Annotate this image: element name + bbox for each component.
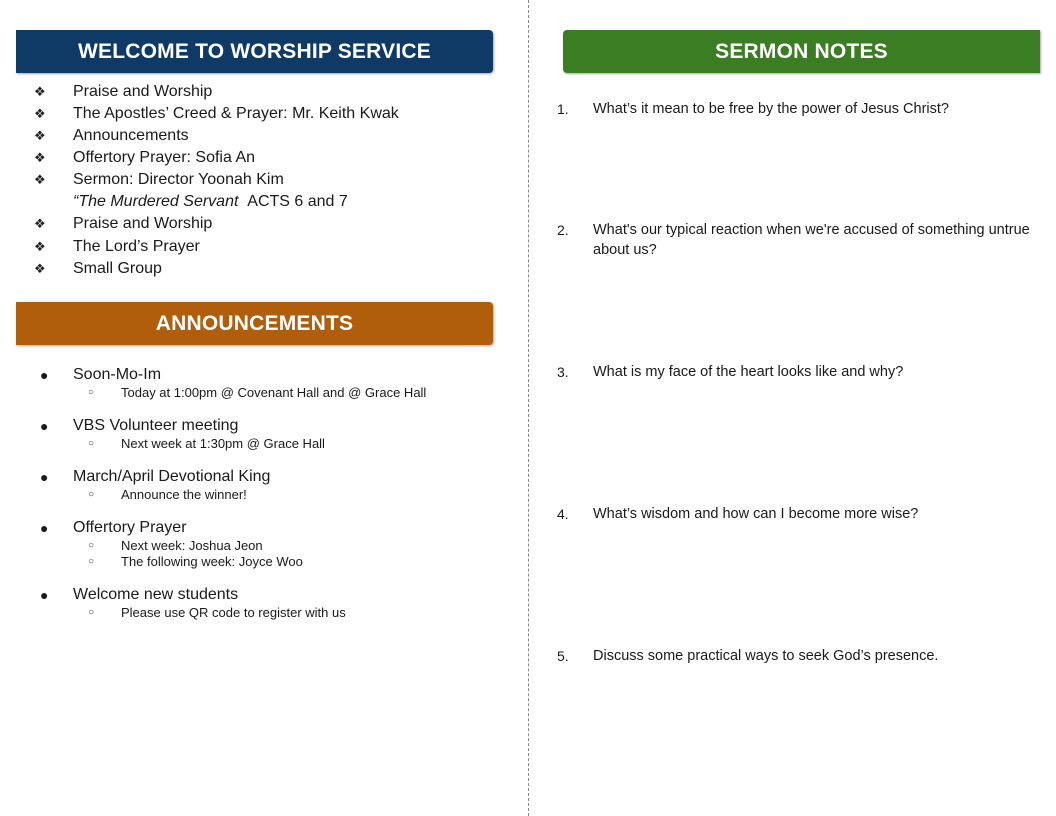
announcement-item: ● VBS Volunteer meeting ○ Next week at 1:30pm @ Grace Hall — [40, 417, 325, 451]
sermon-question: 4. What’s wisdom and how can I become more wise? — [557, 506, 919, 522]
list-item: ❖ Praise and Worship — [34, 81, 399, 103]
welcome-title: WELCOME TO WORSHIP SERVICE — [78, 39, 431, 63]
list-item: ❖ Offertory Prayer: Sofia An — [34, 147, 399, 169]
sermon-question: 1. What’s it mean to be free by the power of Jesus Christ? — [557, 101, 949, 117]
circle-bullet-icon: ○ — [88, 438, 95, 449]
diamond-bullet-icon: ❖ — [34, 172, 46, 188]
sermon-title-line — [34, 191, 399, 213]
sermon-passage: ACTS 6 and 7 — [247, 193, 348, 211]
diamond-bullet-icon: ❖ — [34, 238, 46, 254]
announcement-item: ● March/April Devotional King ○ Announce the winner! — [40, 468, 271, 502]
list-item: ❖ The Lord’s Prayer — [34, 236, 399, 258]
circle-bullet-icon: ○ — [88, 489, 95, 500]
bullet-icon: ● — [40, 418, 49, 434]
bullet-icon: ● — [40, 520, 49, 536]
sermon-question: 5. Discuss some practical ways to seek God’s presence. — [557, 648, 939, 664]
order-of-service — [34, 81, 399, 280]
list-item: ❖ Sermon: Director Yoonah Kim — [34, 169, 399, 191]
circle-bullet-icon: ○ — [88, 556, 95, 567]
diamond-bullet-icon: ❖ — [34, 216, 46, 232]
bullet-icon: ● — [40, 469, 49, 485]
page-divider — [528, 0, 529, 816]
sermon-question: 2. What's our typical reaction when we're accused of something untrue about us? — [557, 222, 1030, 258]
circle-bullet-icon: ○ — [88, 607, 95, 618]
sermon-question: 3. What is my face of the heart looks like and why? — [557, 364, 904, 380]
list-item: ❖ The Apostles’ Creed & Prayer: Mr. Keith Kwak — [34, 103, 399, 125]
list-item: ❖ Announcements — [34, 125, 399, 147]
sermon-notes-title: SERMON NOTES — [715, 39, 888, 63]
announcement-item: ● Welcome new students ○ Please use QR code to register with us — [40, 586, 346, 620]
sermon-title: “The Murdered Servant — [73, 193, 239, 211]
diamond-bullet-icon: ❖ — [34, 106, 46, 122]
list-item: ❖ Small Group — [34, 258, 399, 280]
announcement-item: ● Offertory Prayer ○ Next week: Joshua Jeon ○ The following week: Joyce Woo — [40, 519, 303, 569]
diamond-bullet-icon: ❖ — [34, 84, 46, 99]
diamond-bullet-icon: ❖ — [34, 128, 46, 144]
diamond-bullet-icon: ❖ — [34, 260, 46, 276]
diamond-bullet-icon: ❖ — [34, 150, 46, 166]
announcements-banner — [16, 302, 493, 345]
sermon-notes-banner — [563, 30, 1040, 73]
circle-bullet-icon: ○ — [88, 540, 95, 551]
announcement-item: ● Soon-Mo-Im ○ Today at 1:00pm @ Covenant Hall and @ Grace Hall — [40, 366, 427, 400]
welcome-banner — [16, 30, 493, 73]
announcements-title: ANNOUNCEMENTS — [155, 311, 354, 335]
bullet-icon: ● — [40, 367, 49, 383]
list-item: ❖ Praise and Worship — [34, 213, 399, 235]
circle-bullet-icon: ○ — [88, 387, 95, 398]
bullet-icon: ● — [40, 587, 49, 603]
